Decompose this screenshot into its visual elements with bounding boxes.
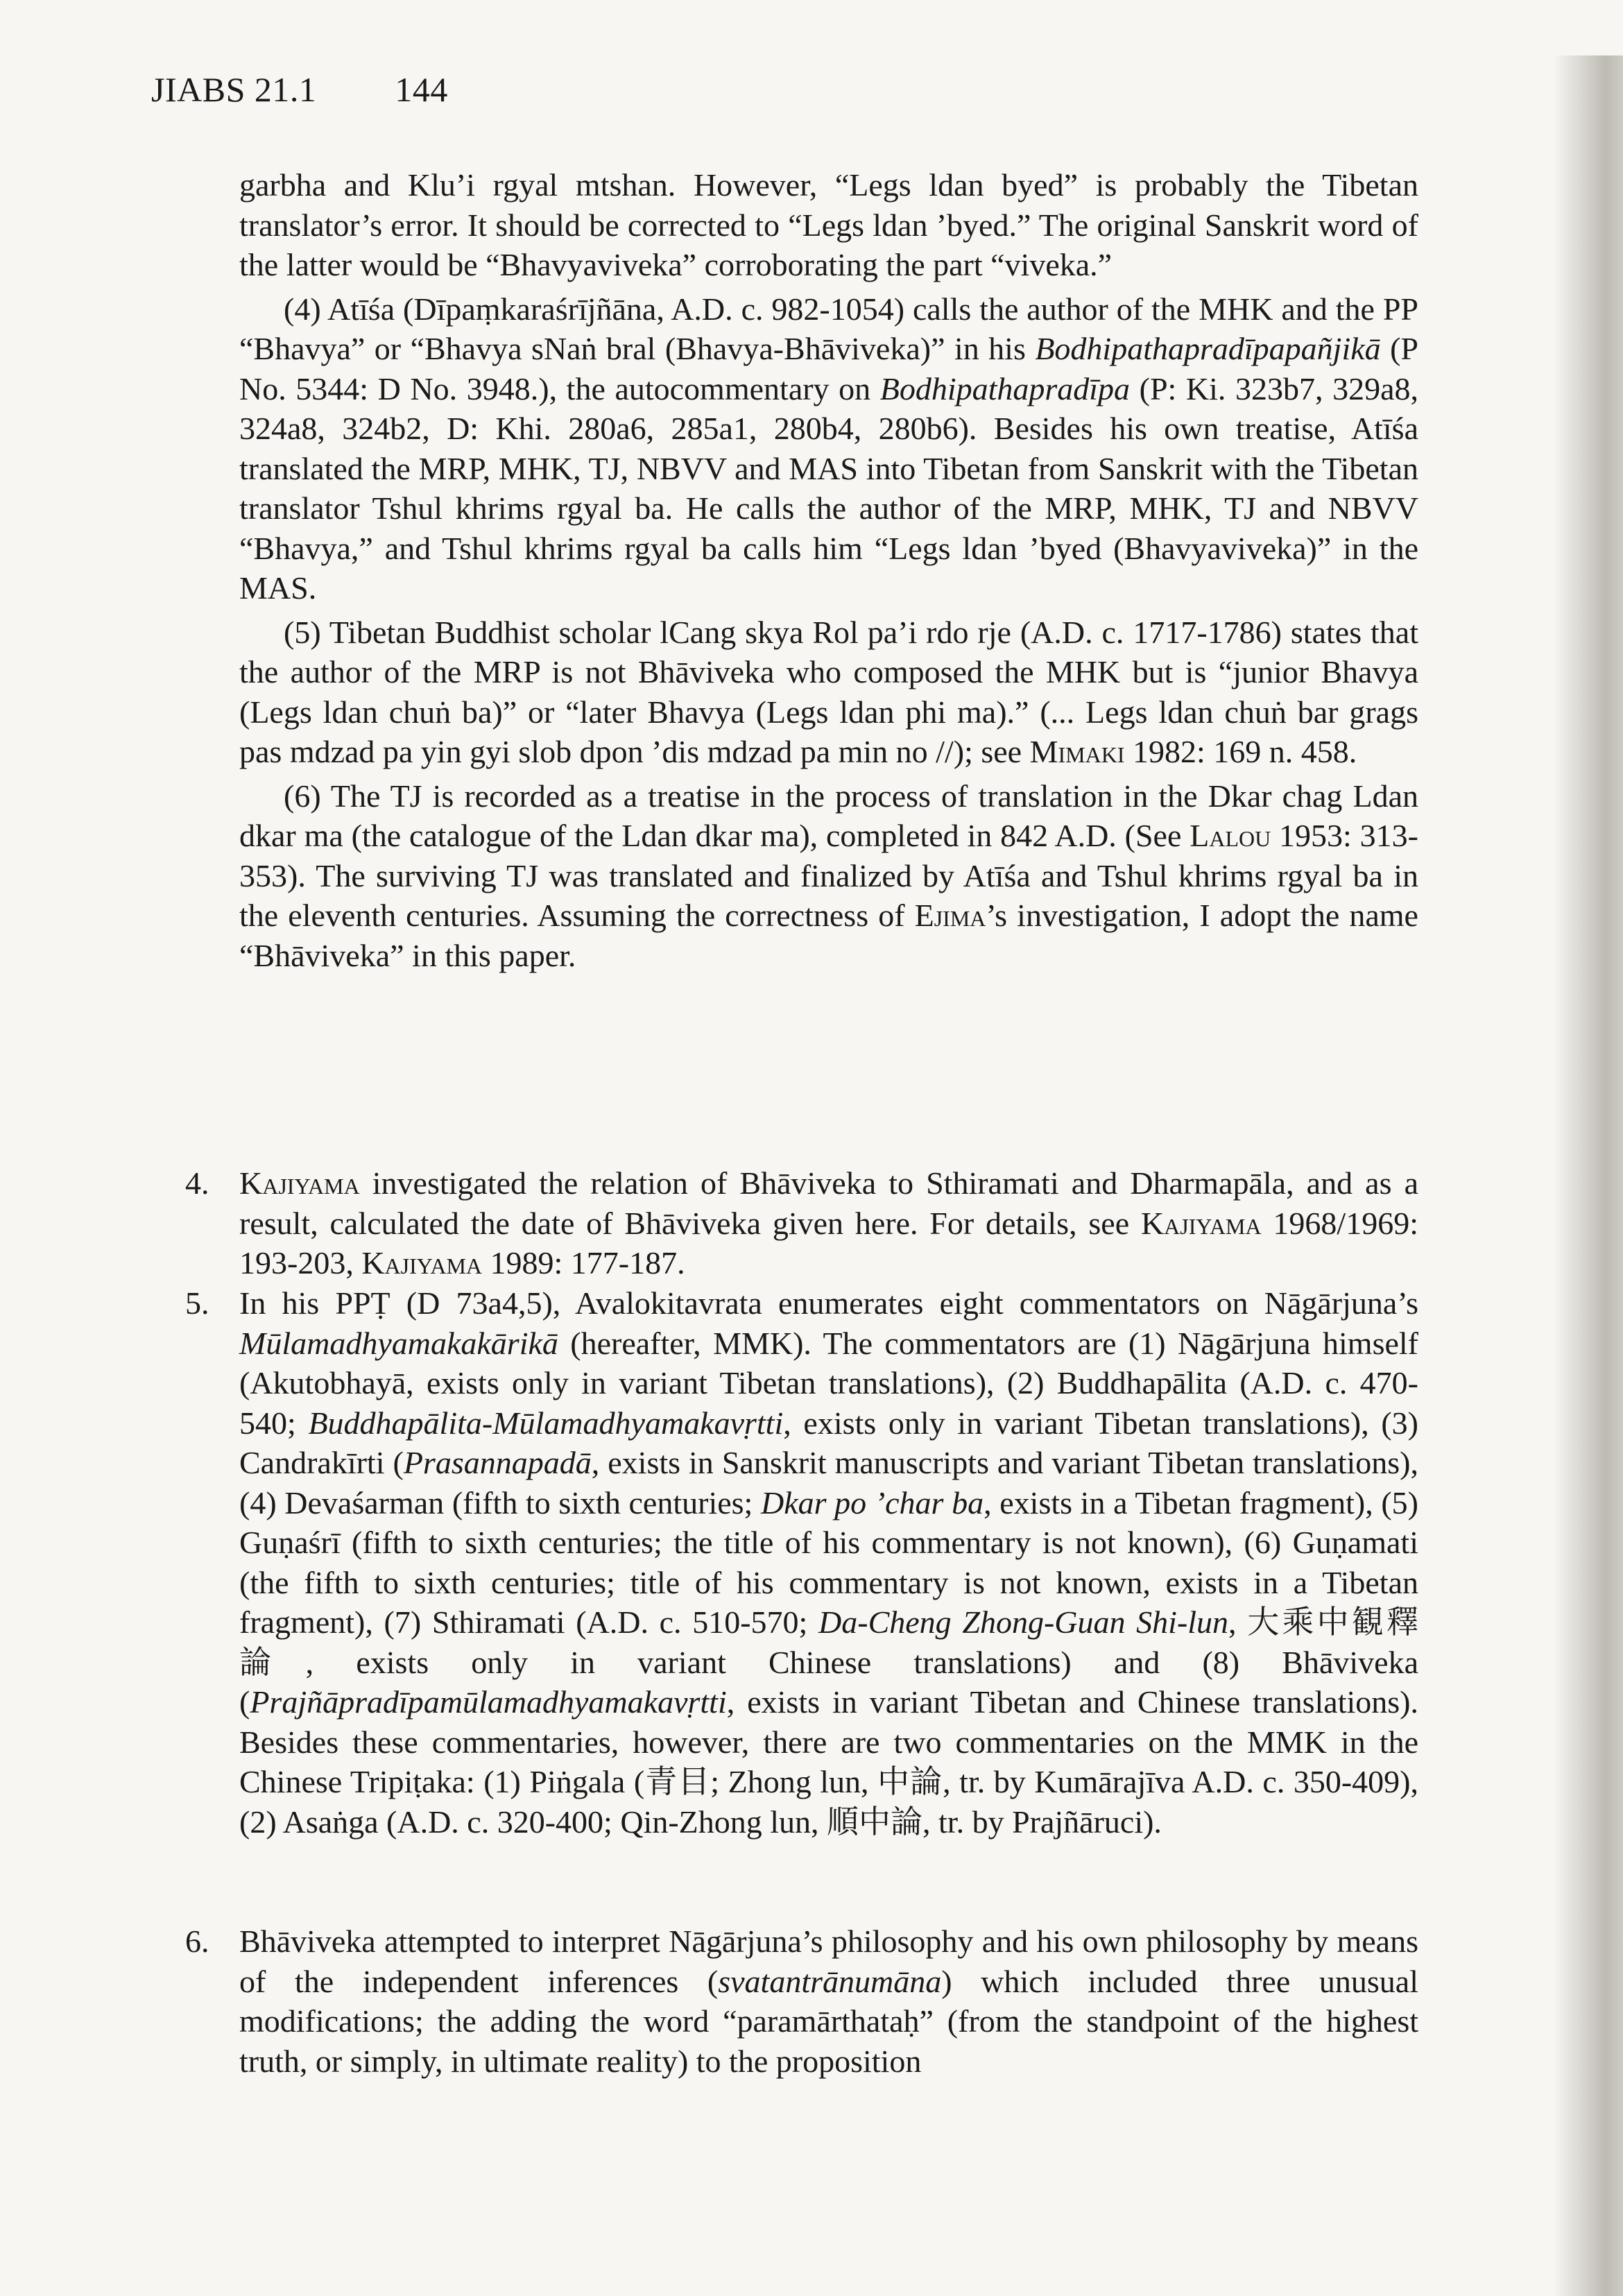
note-3-continuation — [239, 165, 1418, 979]
paragraph-4-atisa: (4) Atīśa (Dīpaṃkaraśrījñāna, A.D. c. 982-1054) calls the author of the MHK and the PP “Bhavya” or “Bhavya sNaṅ bral (Bhavya-Bhāviveka)” in his Bodhipathapradīpapañjikā (P No. 5344: D No. 3948.), the autocommentary on Bodhipathapradīpa (P: Ki. 323b7, 329a8, 324a8, 324b2, D: Khi. 280a6, 285a1, 280b4, 280b6). Besides his own treatise, Atīśa translated the MRP, MHK, TJ, NBVV and MAS into Tibetan from Sanskrit with the Tibetan translator Tshul khrims rgyal ba. He calls the author of the MRP, MHK, TJ and NBVV “Bhavya,” and Tshul khrims rgyal ba calls him “Legs ldan ’byed (Bhavyaviveka)” in the MAS. — [239, 291, 1419, 606]
paragraph-garbha: garbha and Klu’i rgyal mtshan. However, “Legs ldan byed” is probably the Tibetan translator’s error. It should be corrected to “Legs ldan ’byed.” The original Sanskrit word of the latter would be “Bhavyaviveka” corroborating the part “viveka.” — [239, 167, 1418, 282]
note-6: 6. Bhāviveka attempted to interpret Nāgārjuna’s philosophy and his own philosophy by means of the independent inferences (svatantrānumāna) which included three unusual modifications; the adding the word “paramārthataḥ” (from the standpoint of the highest truth, or simply, in ultimate reality) to the proposition — [239, 1921, 1418, 2081]
paragraph-5-lcang-skya: (5) Tibetan Buddhist scholar lCang skya Rol pa’i rdo rje (A.D. c. 1717-1786) states that the author of the MRP is not Bhāviveka who composed the MHK but is “junior Bhavya (Legs ldan chuṅ ba)” or “later Bhavya (Legs ldan phi ma).” (... Legs ldan chuṅ bar grags pas mdzad pa yin gyi slob dpon ’dis mdzad pa min no //); see Mimaki 1982: 169 n. 458. — [239, 614, 1418, 769]
scan-edge-shadow — [1554, 55, 1623, 2296]
paragraph-6-tj: (6) The TJ is recorded as a treatise in the process of translation in the Dkar chag Ldan dkar ma (the catalogue of the Ldan dkar ma), completed in 842 A.D. (See Lalou 1953: 313-353). The surviving TJ was translated and finalized by Atīśa and Tshul khrims rgyal ba in the eleventh centuries. Assuming the correctness of Ejima’s investigation, I adopt the name “Bhāviveka” in this paper. — [239, 778, 1418, 973]
page-number: 144 — [395, 70, 448, 109]
journal-title: JIABS 21.1 — [151, 70, 317, 109]
note-number: 5. — [185, 1285, 209, 1321]
note-5: 5. In his PPṬ (D 73a4,5), Avalokitavrata enumerates eight commentators on Nāgārjuna’s Mūlamadhyamakakārikā (hereafter, MMK). The commentators are (1) Nāgārjuna himself (Akutobhayā, exists only in variant Tibetan translations), (2) Buddhapālita (A.D. c. 470-540; Buddhapālita-Mūlamadhyamakavṛtti, exists only in variant Tibetan translations), (3) Candrakīrti (Prasannapadā, exists in Sanskrit manuscripts and variant Tibetan translations), (4) Devaśarman (fifth to sixth centuries; Dkar po ’char ba, exists in a Tibetan fragment), (5) Guṇaśrī (fifth to sixth centuries; the title of his commentary is not known), (6) Guṇamati (the fifth to sixth centuries; title of his commentary is not known, exists in a Tibetan fragment), (7) Sthiramati (A.D. c. 510-570; Da-Cheng Zhong-Guan Shi-lun, 大乘中観釋論, exists only in variant Chinese translations) and (8) Bhāviveka (Prajñāpradīpamūlamadhyamakavṛtti, exists in variant Tibetan and Chinese translations). Besides these commentaries, however, there are two commentaries on the MMK in the Chinese Tripiṭaka: (1) Piṅgala (青目; Zhong lun, 中論, tr. by Kumārajīva A.D. c. 350-409), (2) Asaṅga (A.D. c. 320-400; Qin-Zhong lun, 順中論, tr. by Prajñāruci). — [239, 1283, 1418, 1842]
running-header — [151, 69, 448, 110]
note-4: 4. Kajiyama investigated the relation of Bhāviveka to Sthiramati and Dharmapāla, and as a result, calculated the date of Bhāviveka given here. For details, see Kajiyama 1968/1969: 193-203, Kajiyama 1989: 177-187. — [239, 1163, 1418, 1283]
note-number: 4. — [185, 1165, 209, 1201]
note-number: 6. — [185, 1924, 209, 1959]
